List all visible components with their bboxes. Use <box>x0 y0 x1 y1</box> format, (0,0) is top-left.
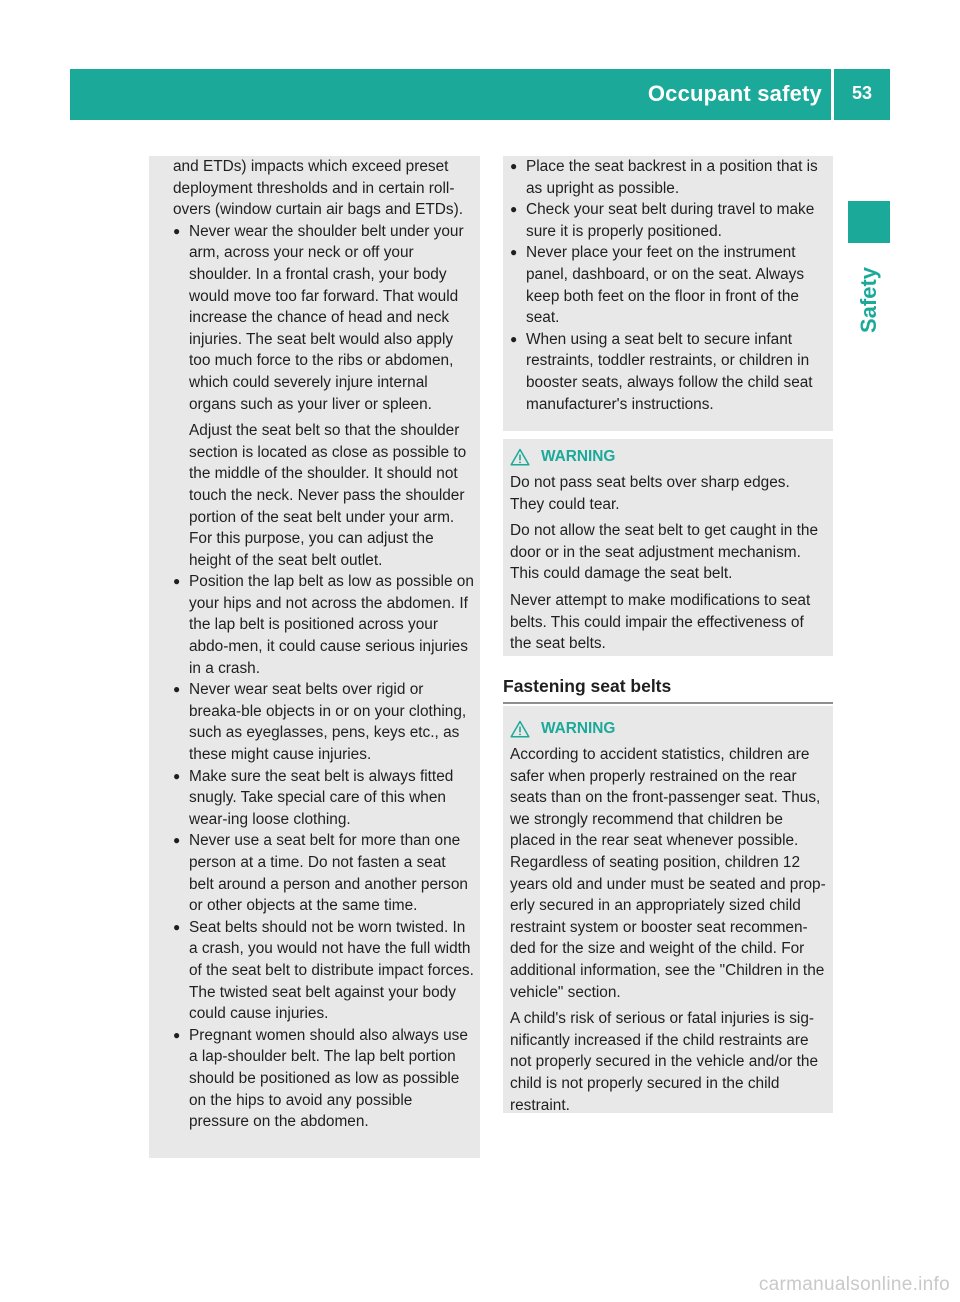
warning-text: According to accident statistics, children are safer when properly restrained on the rear seats than on the front-passenger seat. Thus, we strongly recommend that children be placed in the rear seat whenever possible. Regardless of seating position, children 12 years old and under must be seated and prop-erly secured in an appropriately sized child restraint system or booster seat recommen-ded for the size and weight of the child. For additional information, see the "Children in the vehicle" section. <box>510 746 826 1001</box>
bullet-icon: ● <box>510 202 518 217</box>
warning-triangle-icon <box>510 720 530 738</box>
page-title: Occupant safety <box>647 81 822 106</box>
watermark: carmanualsonline.info <box>758 1274 950 1295</box>
warning-box-children <box>503 706 833 1113</box>
warning-title: WARNING <box>510 446 827 468</box>
bullet-icon: ● <box>173 1027 181 1042</box>
section-heading-text: Fastening seat belts <box>503 676 672 696</box>
list-item: ● Place the seat backrest in a position that is as upright as possible. <box>510 158 818 197</box>
list-item: ● Position the lap belt as low as possible on your hips and not across the abdomen. If the lap belt is positioned across your abdo-men, it could cause serious injuries in a crash. <box>173 573 474 677</box>
warning-text: A child's risk of serious or fatal injuries is sig-nificantly increased if the child restraints are not properly secured in the vehicle and/or the child is not properly secured in the child restraint. <box>510 1010 819 1114</box>
bullet-icon: ● <box>173 919 181 934</box>
bullet-icon: ● <box>510 245 518 260</box>
header-bar <box>70 69 890 120</box>
bullet-icon: ● <box>510 159 518 173</box>
warning-triangle-icon <box>510 448 530 466</box>
right-bullet-list <box>510 156 827 415</box>
left-bullet-list <box>173 221 474 1133</box>
list-item: ● Never wear the shoulder belt under your arm, across your neck or off your shoulder. In a frontal crash, your body would move too far forward. That would increase the chance of head and neck injuries. The seat belt would also apply too much force to the ribs or abdomen, which could severely injure internal organs such as your liver or spleen. Adjust the seat belt so that the shoulder section is located as close as possible to the middle of the shoulder. It should not touch the neck. Never pass the shoulder portion of the seat belt under your arm. For this purpose, you can adjust the height of the seat belt outlet. <box>173 222 467 569</box>
bullet-icon: ● <box>173 682 181 697</box>
section-heading <box>503 676 833 704</box>
warning-title: WARNING <box>510 718 827 740</box>
left-column-box <box>149 156 480 1158</box>
list-item: ● Pregnant women should also always use a lap-shoulder belt. The lap belt portion should be positioned as low as possible on the hips to avoid any possible pressure on the abdomen. <box>173 1026 468 1131</box>
list-item: ● Make sure the seat belt is always fitted snugly. Take special care of this when wear-ing loose clothing. <box>173 767 454 828</box>
warning-text: Never attempt to make modifications to seat belts. This could impair the effectiveness of the seat belts. <box>510 591 811 653</box>
list-item: ● Seat belts should not be worn twisted. In a crash, you would not have the full width of the seat belt to distribute impact forces. The twisted seat belt against your body could cause injuries. <box>173 918 474 1023</box>
list-item: ● When using a seat belt to secure infant restraints, toddler restraints, or children in booster seats, always follow the child seat manufacturer's instructions. <box>510 330 813 413</box>
bullet-icon: ● <box>510 331 518 346</box>
list-item: ● Never use a seat belt for more than one person at a time. Do not fasten a seat belt around a person and another person or other objects at the same time. <box>173 832 468 915</box>
warning-text: Do not pass seat belts over sharp edges. They could tear. <box>510 474 790 513</box>
page-number: 53 <box>851 83 872 103</box>
warning-text: Do not allow the seat belt to get caught in the door or in the seat adjustment mechanism. This could damage the seat belt. <box>510 522 819 583</box>
bullet-icon: ● <box>173 768 181 783</box>
bullet-icon: ● <box>173 833 181 848</box>
warning-box-seat-belts <box>503 439 833 656</box>
list-item: ● Never wear seat belts over rigid or breaka-ble objects in or on your clothing, such as eyeglasses, pens, keys etc., as these might cause injuries. <box>173 681 467 764</box>
bullet-icon: ● <box>173 223 181 238</box>
side-tab-label: Safety <box>856 266 881 334</box>
header-divider <box>831 69 834 120</box>
section-divider <box>503 702 833 704</box>
right-column-box <box>503 156 833 431</box>
list-item: ● Check your seat belt during travel to make sure it is properly positioned. <box>510 201 815 240</box>
list-item: ● Never place your feet on the instrument panel, dashboard, or on the seat. Always keep both feet on the floor in front of the seat. <box>510 244 805 327</box>
bullet-icon: ● <box>173 574 181 589</box>
side-tab-marker <box>848 201 890 243</box>
intro-continued: and ETDs) impacts which exceed preset deployment thresholds and in certain roll-overs (window curtain air bags and ETDs). <box>173 158 463 219</box>
